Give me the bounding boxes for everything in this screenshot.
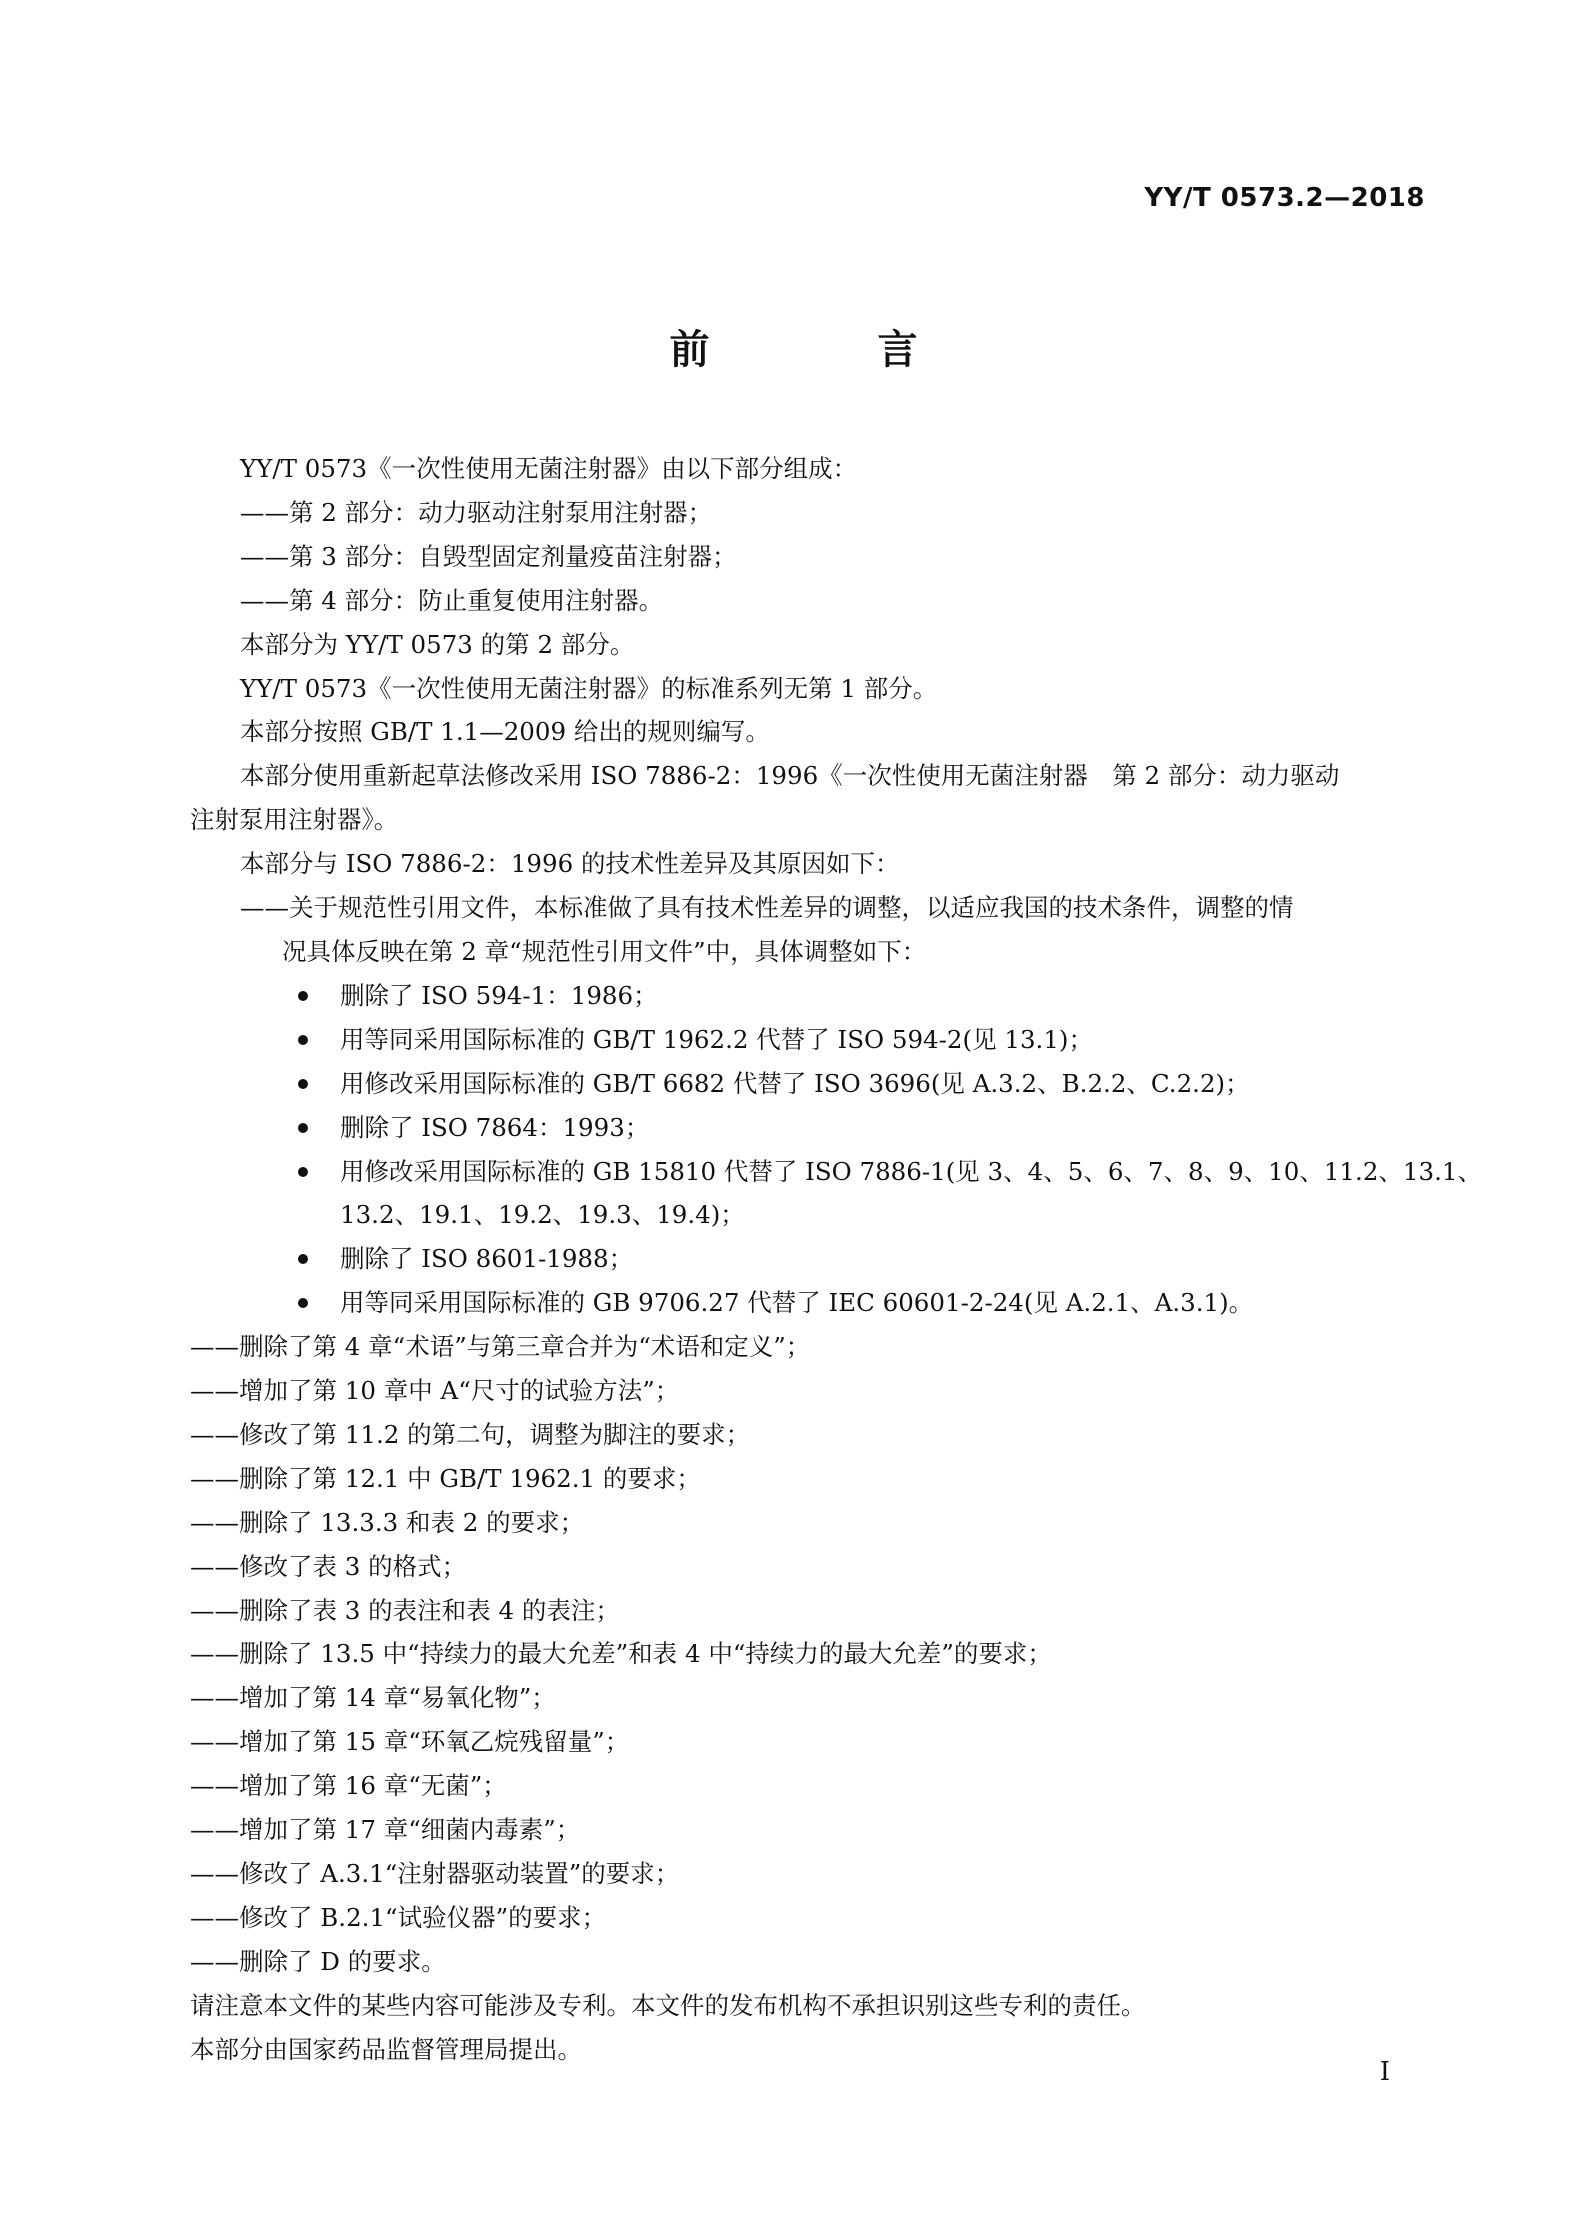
text-line-content: 删除了 ISO 594-1：1986； <box>340 980 658 1010</box>
text-line <box>190 579 1422 623</box>
text-line-content: YY/T 0573《一次性使用无菌注射器》的标准系列无第 1 部分。 <box>240 673 938 703</box>
text-line <box>190 1325 1422 1369</box>
bullet-item <box>190 1062 1422 1106</box>
text-line <box>190 798 1422 842</box>
text-line-content: ——删除了第 4 章“术语”与第三章合并为“术语和定义”； <box>190 1332 811 1362</box>
document-body <box>190 447 1482 2072</box>
text-line <box>190 1896 1422 1940</box>
text-line <box>190 1589 1422 1633</box>
text-line <box>190 1457 1422 1501</box>
text-line <box>190 1852 1422 1896</box>
text-line-content: 本部分与 ISO 7886-2：1996 的技术性差异及其原因如下： <box>240 849 900 879</box>
page-title: 前 言 <box>669 327 982 373</box>
text-line-content: ——增加了第 16 章“无菌”； <box>190 1771 507 1801</box>
text-line-content: ——删除了 D 的要求。 <box>190 1946 446 1976</box>
text-line <box>190 1720 1422 1764</box>
text-line <box>190 447 1422 491</box>
text-line-content: 本部分由国家药品监督管理局提出。 <box>190 2034 582 2064</box>
text-line <box>190 1369 1422 1413</box>
text-line <box>190 1193 1422 1237</box>
text-line-content: 注射泵用注射器》。 <box>190 805 399 835</box>
text-line <box>190 1676 1422 1720</box>
text-line <box>190 842 1422 886</box>
text-line <box>190 491 1422 535</box>
text-line-content: ——修改了 B.2.1“试验仪器”的要求； <box>190 1902 607 1932</box>
text-line <box>190 710 1422 754</box>
bullet-dot-icon <box>298 1035 308 1045</box>
text-line-content: ——修改了表 3 的格式； <box>190 1551 467 1581</box>
text-line-content: ——增加了第 17 章“细菌内毒素”； <box>190 1815 581 1845</box>
text-line-content: ——删除了 13.3.3 和表 2 的要求； <box>190 1507 585 1537</box>
text-line-content: 删除了 ISO 7864：1993； <box>340 1112 650 1142</box>
text-line-content: ——修改了第 11.2 的第二句，调整为脚注的要求； <box>190 1419 751 1449</box>
bullet-dot-icon <box>298 991 308 1001</box>
bullet-item <box>190 1018 1422 1062</box>
text-line-content: 用等同采用国际标准的 GB 9706.27 代替了 IEC 60601-2-24(见 A.2.1、A.3.1)。 <box>340 1288 1254 1318</box>
bullet-dot-icon <box>298 1254 308 1264</box>
text-line-content: YY/T 0573《一次性使用无菌注射器》由以下部分组成： <box>240 454 858 483</box>
text-line-content: ——修改了 A.3.1“注射器驱动装置”的要求； <box>190 1859 680 1888</box>
text-line-content: ——关于规范性引用文件，本标准做了具有技术性差异的调整，以适应我国的技术条件，调整的情 <box>240 893 1294 923</box>
text-line-content: ——删除了表 3 的表注和表 4 的表注； <box>190 1595 620 1625</box>
text-line <box>190 1940 1422 1984</box>
bullet-dot-icon <box>298 1298 308 1308</box>
text-line <box>190 1764 1422 1808</box>
standard-code: YY/T 0573.2—2018 <box>1144 183 1425 213</box>
text-line-content: ——增加了第 14 章“易氧化物”； <box>190 1683 556 1713</box>
text-line-content: 删除了 ISO 8601-1988； <box>340 1244 634 1274</box>
text-line <box>190 1545 1422 1589</box>
text-line <box>190 1808 1422 1852</box>
text-line <box>190 886 1422 930</box>
text-line-content: 本部分使用重新起草法修改采用 ISO 7886-2：1996《一次性使用无菌注射器 第 2 部分：动力驱动 <box>240 761 1340 791</box>
text-line <box>190 1984 1422 2028</box>
text-line <box>190 1632 1422 1676</box>
text-line-content: ——第 2 部分：动力驱动注射泵用注射器； <box>240 497 713 527</box>
bullet-dot-icon <box>298 1079 308 1089</box>
bullet-item <box>190 1237 1422 1281</box>
text-line-content: 本部分为 YY/T 0573 的第 2 部分。 <box>240 629 635 659</box>
bullet-item <box>190 1281 1422 1325</box>
text-line <box>190 667 1422 711</box>
text-line <box>190 623 1422 667</box>
bullet-item <box>190 1150 1482 1194</box>
text-line <box>190 930 1422 974</box>
text-line-content: 用修改采用国际标准的 GB 15810 代替了 ISO 7886-1(见 3、4、5、6、7、8、9、10、11.2、13.1、 <box>340 1156 1482 1186</box>
bullet-item <box>190 1106 1422 1150</box>
text-line <box>190 1501 1422 1545</box>
text-line-content: 13.2、19.1、19.2、19.3、19.4)； <box>340 1200 745 1230</box>
text-line <box>190 535 1422 579</box>
text-line-content: 用等同采用国际标准的 GB/T 1962.2 代替了 ISO 594-2(见 13.1)； <box>340 1024 1093 1054</box>
text-line-content: 请注意本文件的某些内容可能涉及专利。本文件的发布机构不承担识别这些专利的责任。 <box>190 1990 1146 2020</box>
text-line-content: ——增加了第 10 章中 A“尺寸的试验方法”； <box>190 1376 680 1406</box>
text-line-content: ——增加了第 15 章“环氧乙烷残留量”； <box>190 1727 630 1757</box>
text-line-content: 用修改采用国际标准的 GB/T 6682 代替了 ISO 3696(见 A.3.2、B.2.2、C.2.2)； <box>340 1068 1250 1098</box>
bullet-dot-icon <box>298 1123 308 1133</box>
text-line-content: ——删除了第 12.1 中 GB/T 1962.1 的要求； <box>190 1463 701 1493</box>
bullet-dot-icon <box>298 1167 308 1177</box>
text-line-content: ——第 4 部分：防止重复使用注射器。 <box>240 585 664 615</box>
text-line-content: ——删除了 13.5 中“持续力的最大允差”和表 4 中“持续力的最大允差”的要求； <box>190 1639 1052 1669</box>
bullet-item <box>190 974 1422 1018</box>
text-line-content: 本部分按照 GB/T 1.1—2009 给出的规则编写。 <box>240 717 770 747</box>
text-line-content: 况具体反映在第 2 章“规范性引用文件”中，具体调整如下： <box>282 936 927 966</box>
text-line <box>190 2028 1422 2072</box>
text-line <box>190 1413 1422 1457</box>
text-line-content: ——第 3 部分：自毁型固定剂量疫苗注射器； <box>240 541 737 571</box>
text-line <box>190 754 1422 798</box>
page-number: I <box>1379 2057 1390 2087</box>
